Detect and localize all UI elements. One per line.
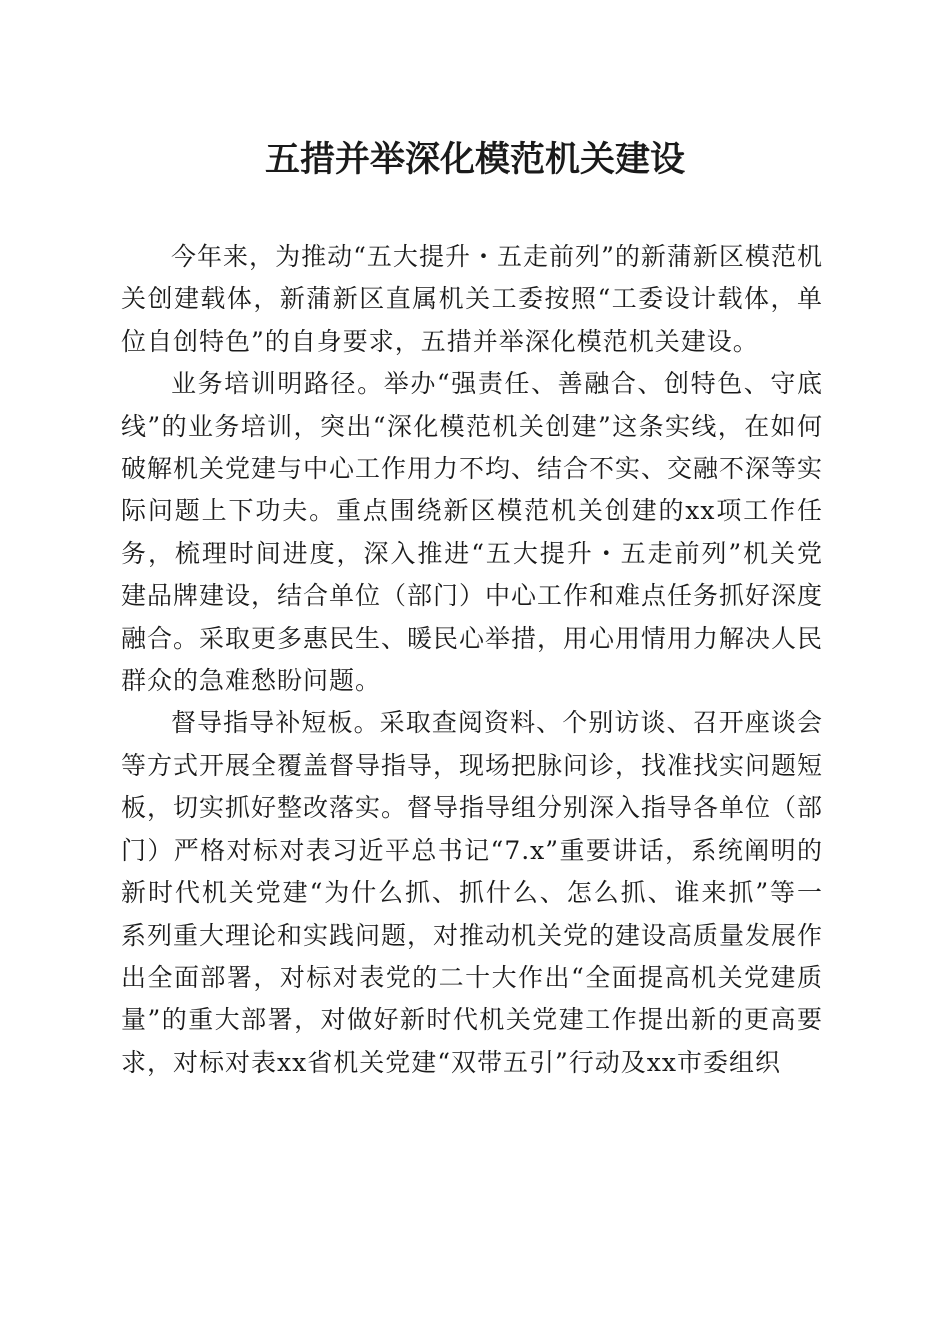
paragraph-training: 业务培训明路径。举办“强责任、善融合、创特色、守底线”的业务培训，突出“深化模范机关创建”这条实线，在如何破解机关党建与中心工作用力不均、结合不实、交融不深等实际问题上下功夫。重点围绕新区模范机关创建的xx项工作任务，梳理时间进度，深入推进“五大提升・五走前列”机关党建品牌建设，结合单位（部门）中心工作和难点任务抓好深度融合。采取更多惠民生、暖民心举措，用心用情用力解决人民群众的急难愁盼问题。 bbox=[121, 369, 824, 696]
document-title: 五措并举深化模范机关建设 bbox=[264, 139, 685, 180]
paragraph-intro: 今年来，为推动“五大提升・五走前列”的新蒲新区模范机关创建载体，新蒲新区直属机关工委按照“工委设计载体，单位自创特色”的自身要求，五措并举深化模范机关建设。 bbox=[121, 242, 823, 356]
document-body bbox=[121, 236, 823, 1084]
paragraph-supervision: 督导指导补短板。采取查阅资料、个别访谈、召开座谈会等方式开展全覆盖督导指导，现场把脉问诊，找准找实问题短板，切实抓好整改落实。督导指导组分别深入指导各单位（部门）严格对标对表习近平总书记“7.x”重要讲话，系统阐明的新时代机关党建“为什么抓、抓什么、怎么抓、谁来抓”等一系列重大理论和实践问题，对推动机关党的建设高质量发展作出全面部署，对标对表党的二十大作出“全面提高机关党建质量”的重大部署，对做好新时代机关党建工作提出新的更高要求，对标对表xx省机关党建“双带五引”行动及xx市委组织 bbox=[121, 708, 824, 1077]
